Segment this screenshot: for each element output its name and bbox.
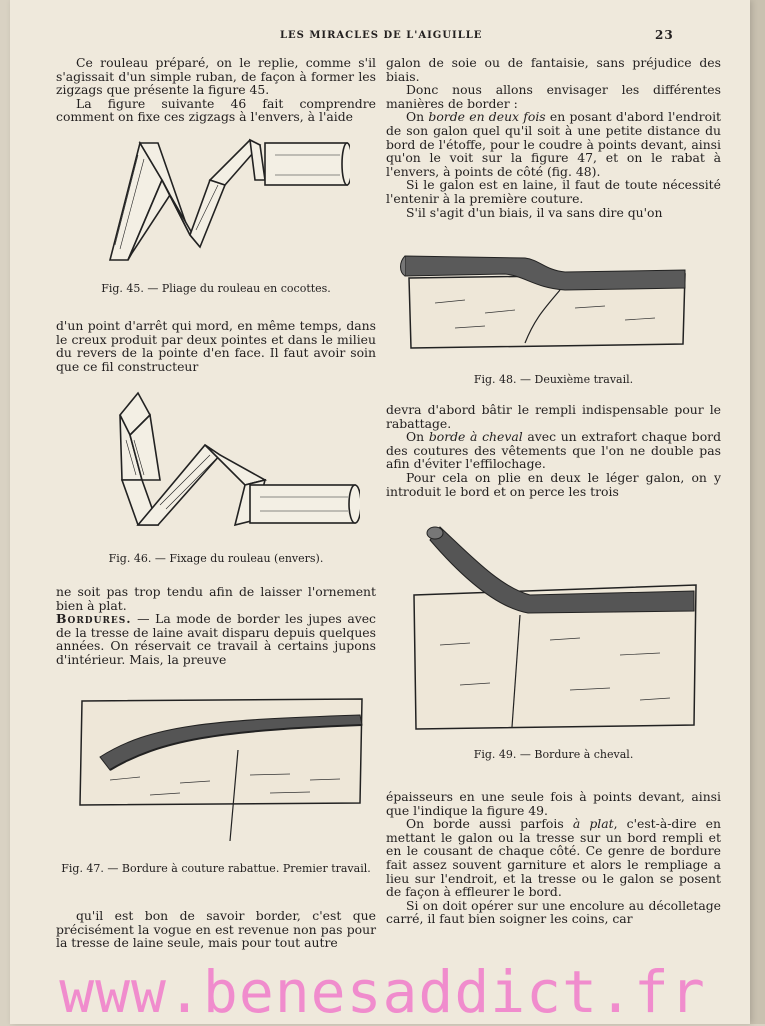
left-text-block-4: [56, 909, 376, 950]
right-text-block-2: [386, 403, 721, 498]
paragraph: Si on doit opérer sur une encolure au décolletage carré, il faut bien soigner les coins, car: [386, 897, 721, 927]
paragraph: épaisseurs en une seule fois à points devant, ainsi que l'indique la figure 49.: [386, 789, 721, 818]
text-run: , c'est-à-dire en mettant le galon ou la tresse sur un bord rempli et en le cousant de chaque côté. Ce genre de bordure fait assez souvent garniture et alors le rempliage a lieu sur l'endroit, et la tresse ou le galon se posent de façon à effleurer le bord.: [386, 816, 721, 900]
figure-48-illustration: [395, 248, 695, 358]
left-text-block-3: [56, 585, 376, 667]
figure-49-illustration: [400, 515, 700, 735]
figure-45-illustration: [100, 135, 350, 265]
paragraph: Si le galon est en laine, il faut de toute nécessité l'entenir à la première couture.: [386, 177, 721, 206]
emphasis: à plat: [572, 816, 614, 832]
figure-45-caption: Fig. 45. — Pliage du rouleau en cocottes.: [101, 282, 331, 295]
emphasis: borde en deux fois: [428, 109, 546, 125]
book-page: [10, 0, 750, 1024]
left-text-block-1: [56, 56, 376, 124]
figure-49-caption: Fig. 49. — Bordure à cheval.: [473, 748, 634, 761]
text-run: On: [406, 109, 429, 125]
paragraph: S'il s'agit d'un biais, il va sans dire qu'on: [406, 204, 663, 220]
page-edge-shadow: [748, 0, 765, 1024]
paragraph: galon de soie ou de fantaisie, sans préjudice des biais.: [386, 55, 721, 84]
figure-48-caption: Fig. 48. — Deuxième travail.: [473, 373, 634, 386]
running-title: LES MIRACLES DE L'AIGUILLE: [280, 30, 483, 41]
text-run: avec un extrafort chaque bord des coutures des vêtements que l'on ne double pas afin d'éviter l'effilochage.: [386, 429, 722, 472]
paragraph: ne soit pas trop tendu afin de laisser l'ornement bien à plat.: [56, 584, 376, 613]
paragraph: d'un point d'arrêt qui mord, en même temps, dans le creux produit par deux pointes et dans le milieu du revers de la pointe d'en face. Il faut avoir soin que ce fil constructeur: [56, 318, 376, 374]
page-header: [10, 24, 750, 44]
figure-47-caption: Fig. 47. — Bordure à couture rabattue. Premier travail.: [61, 862, 371, 875]
page-number: 23: [655, 28, 674, 42]
text-run: en posant d'abord l'endroit de son galon quel qu'il soit à une petite distance du bord de l'étoffe, pour le coudre à points devant, ainsi qu'on le voit sur la figure 47, et on le rabat à l'envers, à points de côté (fig. 48).: [386, 109, 722, 179]
paragraph: qu'il est bon de savoir border, c'est que précisément la vogue en est revenue non pas pour la tresse de laine seule, mais pour tout autre: [56, 908, 376, 951]
paragraph-a-cheval: [386, 430, 721, 471]
paragraph-text: — La mode de border les jupes avec de la tresse de laine avait disparu depuis quelques années. On réservait ce travail à certains jupons d'intérieur. Mais, la preuve: [56, 611, 376, 667]
left-text-block-2: [56, 319, 376, 373]
text-run: On: [406, 429, 429, 445]
emphasis: borde à cheval: [428, 429, 523, 445]
figure-46-illustration: [100, 385, 360, 530]
paragraph: Donc nous allons envisager les différentes manières de border :: [386, 82, 721, 111]
section-heading: Bordures.: [56, 611, 132, 627]
site-watermark: www.benesaddict.fr: [59, 958, 706, 1026]
paragraph: La figure suivante 46 fait comprendre comment on fixe ces zigzags à l'envers, à l'aide: [56, 95, 376, 125]
paragraph-en-deux-fois: [386, 110, 721, 178]
figure-46-caption: Fig. 46. — Fixage du rouleau (envers).: [108, 552, 324, 565]
paragraph: Pour cela on plie en deux le léger galon, on y introduit le bord et on perce les trois: [386, 469, 721, 499]
paragraph-bordures: [56, 612, 376, 666]
paragraph: devra d'abord bâtir le rempli indispensable pour le rabattage.: [386, 402, 721, 431]
paragraph: Ce rouleau préparé, on le replie, comme s'il s'agissait d'un simple ruban, de façon à former les zigzags que présente la figure 45.: [56, 55, 376, 98]
paragraph-a-plat: [386, 817, 721, 899]
right-text-block-3: [386, 790, 721, 926]
text-run: On borde aussi parfois: [406, 816, 573, 832]
right-text-block-1: [386, 56, 721, 219]
figure-47-illustration: [70, 695, 370, 845]
